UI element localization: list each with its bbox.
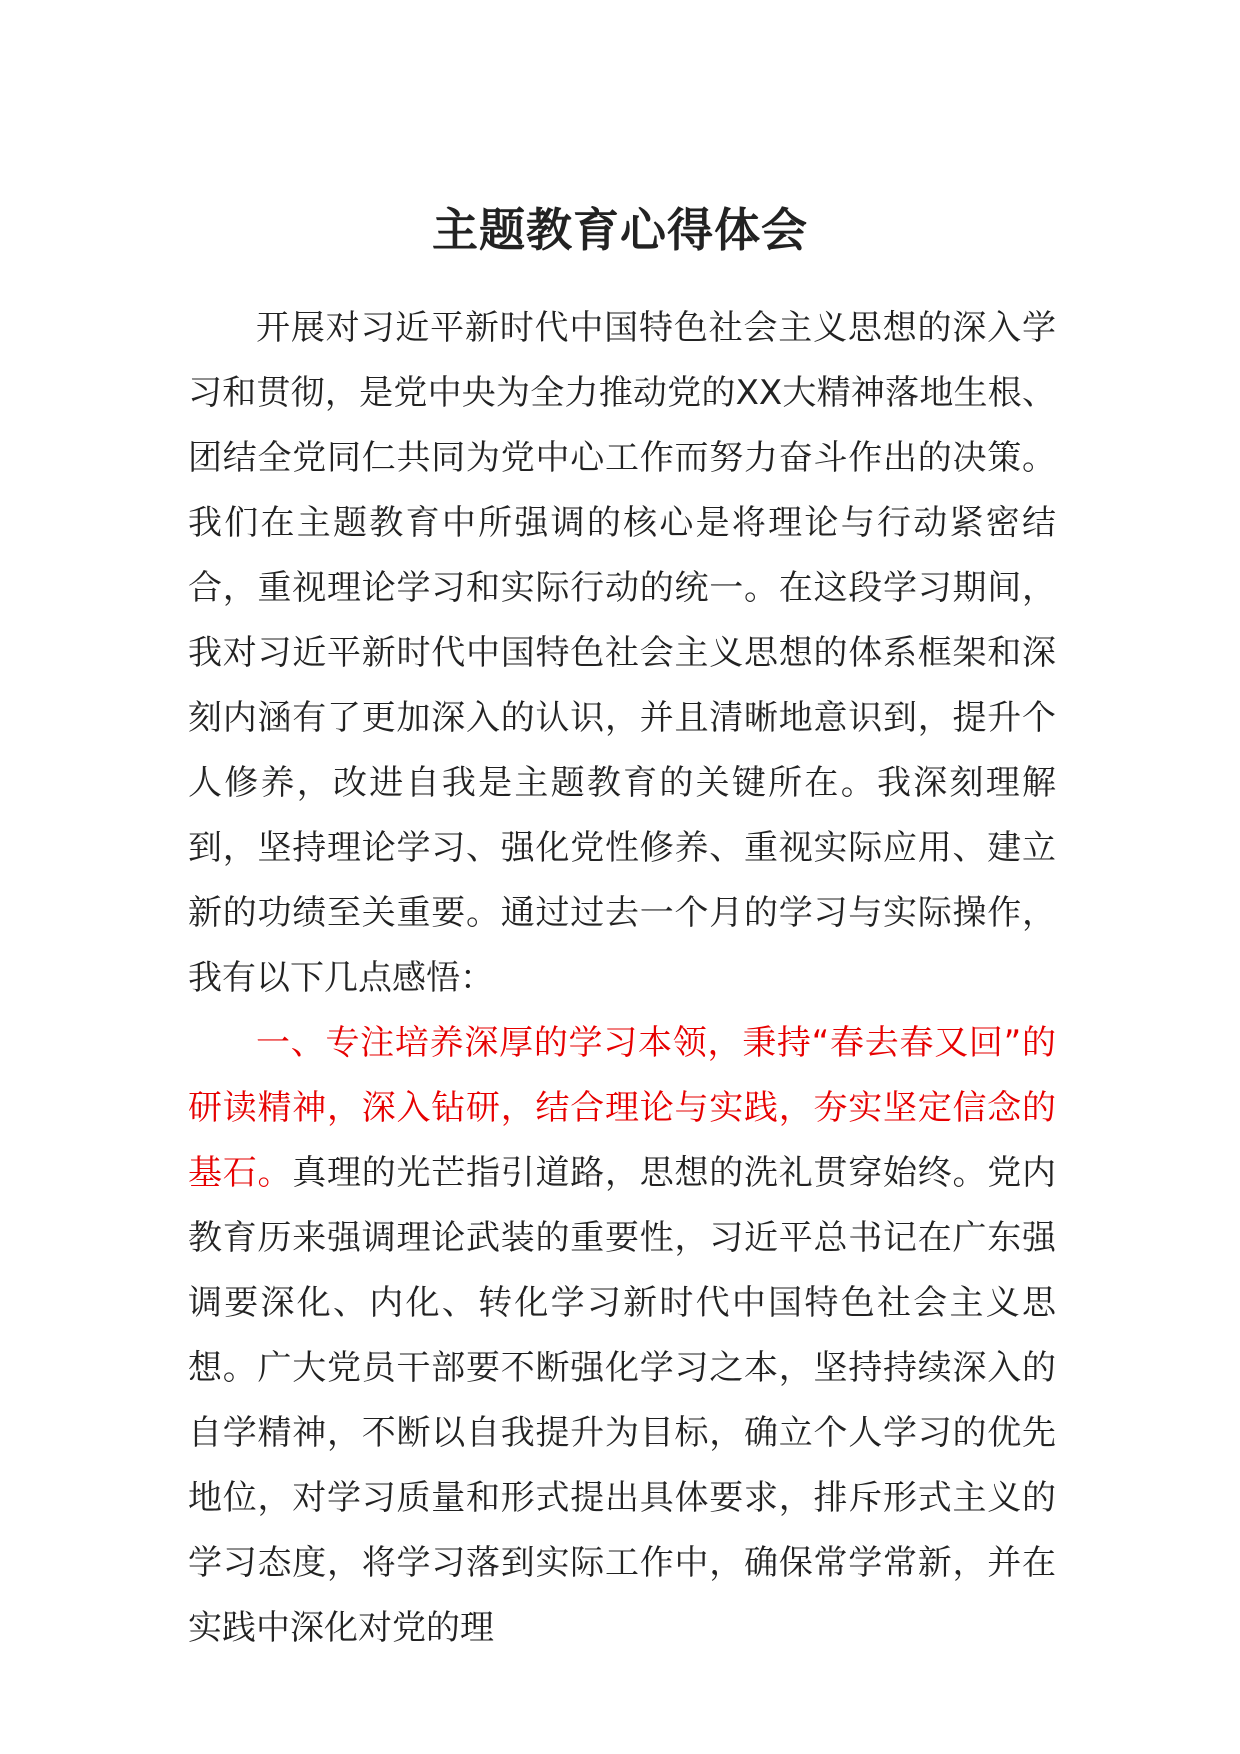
document-body	[188, 296, 1056, 1661]
paragraph-intro: 开展对习近平新时代中国特色社会主义思想的深入学习和贯彻，是党中央为全力推动党的XX大精神落地生根、团结全党同仁共同为党中心工作而努力奋斗作出的决策。我们在主题教育中所强调的核心是将理论与行动紧密结合，重视理论学习和实际行动的统一。在这段学习期间，我对习近平新时代中国特色社会主义思想的体系框架和深刻内涵有了更加深入的认识，并且清晰地意识到，提升个人修养，改进自我是主题教育的关键所在。我深刻理解到，坚持理论学习、强化党性修养、重视实际应用、建立新的功绩至关重要。通过过去一个月的学习与实际操作，我有以下几点感悟：	[188, 308, 1056, 998]
document-title: 主题教育心得体会	[432, 203, 808, 257]
section-heading-one: 一、专注培养深厚的学习本领，秉持“春去春又回”的研读精神，深入钻研，结合理论与实践，夯实坚定信念的基石。	[188, 1023, 1056, 1193]
paragraph-section-one	[188, 1011, 1056, 1661]
section-body-one: 真理的光芒指引道路，思想的洗礼贯穿始终。党内教育历来强调理论武装的重要性，习近平总书记在广东强调要深化、内化、转化学习新时代中国特色社会主义思想。广大党员干部要不断强化学习之本，坚持持续深入的自学精神，不断以自我提升为目标，确立个人学习的优先地位，对学习质量和形式提出具体要求，排斥形式主义的学习态度，将学习落到实际工作中，确保常学常新，并在实践中深化对党的理	[188, 1153, 1056, 1648]
